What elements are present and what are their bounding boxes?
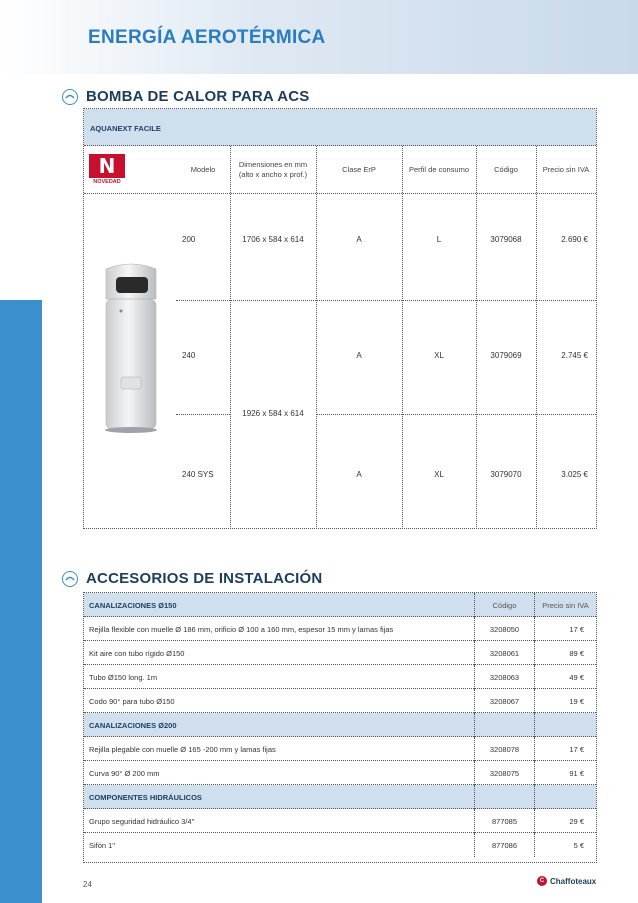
divider [230,300,316,301]
category-label: CANALIZACIONES Ø200 [89,720,177,730]
page-number: 24 [83,880,92,889]
col-header-clase: Clase ErP [342,164,376,174]
item-code [474,713,534,737]
section-bullet-icon [62,571,78,587]
col-header-codigo: Código [494,164,518,174]
category-label: COMPONENTES HIDRÁULICOS [89,792,202,802]
row1-codigo: 3079068 [490,234,522,244]
brand-logo [537,876,596,886]
divider [316,300,596,301]
row1-modelo: 200 [182,234,196,244]
page-title: ENERGÍA AEROTÉRMICA [88,27,326,48]
section-title: BOMBA DE CALOR PARA ACS [86,88,310,105]
item-code: 877086 [474,833,534,857]
table-row [84,665,596,689]
item-price: 5 € [534,833,596,857]
item-code [474,785,534,809]
section-heading-heat-pump [62,88,309,105]
heat-pump-table [83,108,597,529]
column-header-row [84,146,596,194]
item-description: Grupo seguridad hidráulico 3/4" [89,816,195,826]
row3-precio: 3.025 € [561,469,588,479]
category-row [84,593,596,617]
item-description: Curva 90° Ø 200 mm [89,768,160,778]
novedad-label: NOVEDAD [93,179,121,185]
table-row [84,761,596,785]
item-price: 17 € [534,617,596,641]
divider [230,146,231,529]
divider [176,414,230,415]
row3-modelo: 240 SYS [182,469,214,479]
table-row [84,689,596,713]
item-code: 877085 [474,809,534,833]
item-description: Rejilla flexible con muelle Ø 186 mm, orificio Ø 100 a 160 mm, espesor 15 mm y lamas fijas [89,624,394,634]
item-price: 17 € [534,737,596,761]
item-price [534,713,596,737]
row2-perfil: XL [434,350,444,360]
product-header-row [84,109,596,146]
col-header-precio: Precio sin IVA [534,593,596,617]
section-heading-accessories [62,570,322,587]
section-title: ACCESORIOS DE INSTALACIÓN [86,570,323,587]
item-code: 3208063 [474,665,534,689]
row1-dimensiones: 1706 x 584 x 614 [242,234,304,244]
row2-modelo: 240 [182,350,196,360]
product-name: AQUANEXT FACILE [90,124,161,133]
table-row [84,809,596,833]
col-header-dimensiones: Dimensiones en mm (alto x ancho x prof.) [238,159,308,179]
table-row [84,737,596,761]
item-price [534,785,596,809]
item-description: Kit aire con tubo rígido Ø150 [89,648,185,658]
item-code: 3208067 [474,689,534,713]
item-code: 3208050 [474,617,534,641]
item-price: 19 € [534,689,596,713]
category-row [84,713,596,737]
col-header-modelo: Modelo [190,164,216,174]
table-row [84,641,596,665]
item-code: 3208078 [474,737,534,761]
item-price: 29 € [534,809,596,833]
novedad-logo-icon: N [89,154,125,178]
accessories-table [83,592,597,863]
row1-clase: A [356,234,362,244]
category-row [84,785,596,809]
item-price: 91 € [534,761,596,785]
divider [176,300,230,301]
row3-codigo: 3079070 [490,469,522,479]
row1-perfil: L [436,234,442,244]
category-label: CANALIZACIONES Ø150 [89,600,177,610]
brand-mark-icon: C [537,876,547,886]
divider [316,414,596,415]
brand-name: Chaffoteaux [550,876,597,886]
item-price: 89 € [534,641,596,665]
item-code: 3208075 [474,761,534,785]
table-row [84,833,596,857]
col-header-codigo: Código [474,593,534,617]
row2-precio: 2.745 € [561,350,588,360]
table-row [84,617,596,641]
col-header-perfil: Perfil de consumo [408,164,470,174]
item-description: Tubo Ø150 long. 1m [89,672,158,682]
row3-perfil: XL [434,469,444,479]
section-bullet-icon [62,89,78,105]
item-description: Codo 90° para tubo Ø150 [89,696,175,706]
row1-precio: 2.690 € [561,234,588,244]
water-heater-image [96,259,166,434]
item-description: Sifón 1" [89,840,116,850]
row2-dimensiones: 1926 x 584 x 614 [242,408,304,418]
item-code: 3208061 [474,641,534,665]
row2-clase: A [356,350,362,360]
col-header-precio: Precio sin IVA [542,164,590,174]
item-description: Rejilla plegable con muelle Ø 165 -200 mm y lamas fijas [89,744,276,754]
side-color-bar [0,300,42,903]
row3-clase: A [356,469,362,479]
row2-codigo: 3079069 [490,350,522,360]
item-price: 49 € [534,665,596,689]
